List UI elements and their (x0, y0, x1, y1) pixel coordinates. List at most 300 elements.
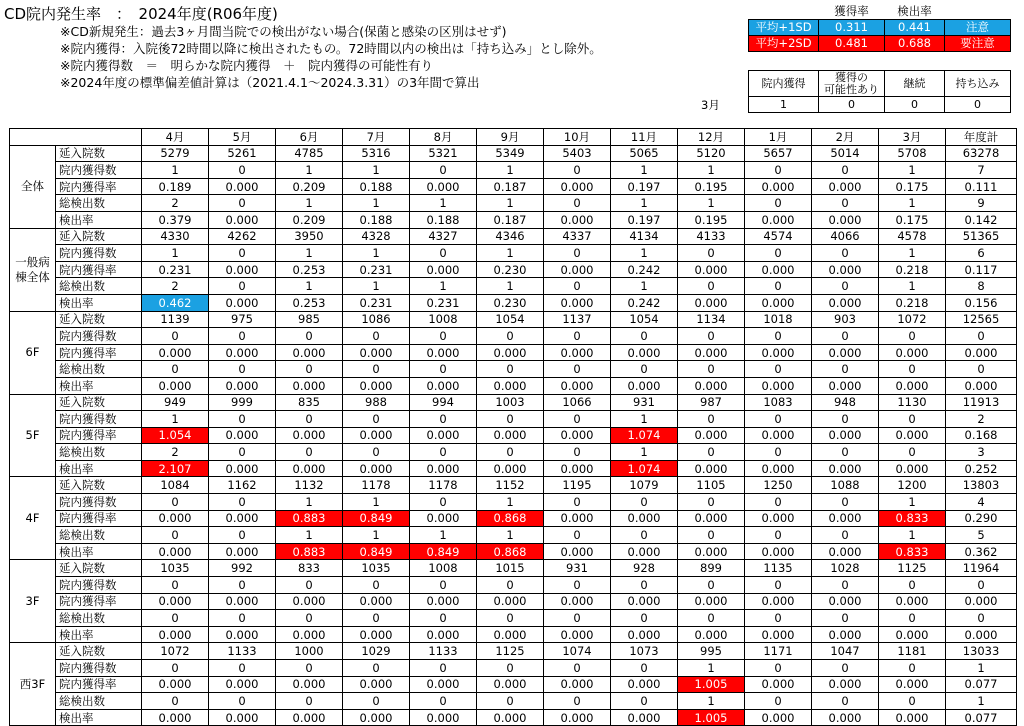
ward-group-name: 5F (25, 427, 40, 442)
data-cell: 1.005 (678, 709, 745, 726)
data-cell: 0.000 (544, 593, 611, 610)
data-cell: 0.000 (812, 427, 879, 444)
data-cell: 0.000 (209, 593, 276, 610)
data-cell: 1178 (343, 477, 410, 494)
summary-value: 0 (819, 97, 885, 113)
data-cell: 0.000 (678, 261, 745, 278)
data-cell: 0.000 (209, 543, 276, 560)
data-cell: 0.000 (812, 510, 879, 527)
data-cell: 1134 (678, 311, 745, 328)
metric-label: 院内獲得率 (56, 427, 142, 444)
data-cell: 0.253 (276, 294, 343, 311)
data-cell: 0 (812, 245, 879, 262)
data-cell: 0 (611, 527, 678, 544)
data-cell: 1133 (209, 643, 276, 660)
data-cell: 1152 (477, 477, 544, 494)
legend-status: 注意 (945, 20, 1011, 36)
header-corner (10, 129, 142, 146)
metric-label: 延入院数 (56, 145, 142, 162)
metric-label: 院内獲得数 (56, 494, 142, 511)
data-cell: 1139 (142, 311, 209, 328)
note-line: ※CD新規発生：過去3ヶ月間当院での検出がない場合(保菌と感染の区別はせず) (60, 24, 507, 39)
data-cell: 0.000 (209, 178, 276, 195)
table-row (10, 444, 1017, 461)
data-cell: 0 (812, 444, 879, 461)
data-cell: 0.000 (745, 676, 812, 693)
data-cell: 0.000 (812, 709, 879, 726)
ward-group-name: 3F (25, 593, 40, 608)
data-cell: 0.000 (812, 377, 879, 394)
data-cell: 0 (812, 411, 879, 428)
data-cell: 0 (544, 411, 611, 428)
data-cell: 999 (209, 394, 276, 411)
data-cell: 0.000 (879, 676, 946, 693)
summary-header: 院内獲得 (749, 71, 819, 97)
data-cell: 4785 (276, 145, 343, 162)
legend-row-2sd (749, 36, 1011, 52)
data-cell: 0.868 (477, 543, 544, 560)
data-cell: 1083 (745, 394, 812, 411)
table-row (10, 676, 1017, 693)
data-cell: 1 (410, 195, 477, 212)
data-cell: 0.000 (410, 427, 477, 444)
data-cell: 1200 (879, 477, 946, 494)
note-line: ※2024年度の標準偏差値計算は（2021.4.1～2024.3.31）の3年間で算出 (60, 75, 480, 90)
data-cell: 1 (879, 278, 946, 295)
data-cell: 0 (477, 610, 544, 627)
data-cell: 5316 (343, 145, 410, 162)
data-cell: 0 (276, 660, 343, 677)
data-cell: 1137 (544, 311, 611, 328)
data-cell: 0 (611, 328, 678, 345)
data-cell: 0.000 (410, 460, 477, 477)
data-cell: 0 (745, 494, 812, 511)
data-cell: 0 (611, 610, 678, 627)
legend-det-value: 0.441 (885, 20, 945, 36)
metric-label: 検出率 (56, 211, 142, 228)
data-cell: 0 (812, 494, 879, 511)
metric-label: 総検出数 (56, 610, 142, 627)
month-header: 1月 (745, 129, 812, 146)
data-cell: 899 (678, 560, 745, 577)
table-row (10, 494, 1017, 511)
data-cell: 1105 (678, 477, 745, 494)
data-cell: 0.833 (879, 510, 946, 527)
data-cell: 0.000 (879, 460, 946, 477)
data-cell: 0.000 (477, 460, 544, 477)
data-cell: 0.000 (343, 377, 410, 394)
metric-label: 検出率 (56, 377, 142, 394)
summary-value: 0 (885, 97, 945, 113)
data-cell: 0.000 (745, 178, 812, 195)
data-cell: 0 (209, 693, 276, 710)
data-cell: 0 (745, 245, 812, 262)
data-cell: 0.000 (879, 709, 946, 726)
data-cell: 13033 (946, 643, 1017, 660)
data-cell: 1 (611, 195, 678, 212)
data-cell: 0 (343, 361, 410, 378)
data-cell: 0 (410, 577, 477, 594)
metric-label: 検出率 (56, 460, 142, 477)
data-cell: 0 (946, 361, 1017, 378)
data-cell: 5 (946, 527, 1017, 544)
data-cell: 1181 (879, 643, 946, 660)
metric-label: 院内獲得数 (56, 660, 142, 677)
data-cell: 4066 (812, 228, 879, 245)
data-cell: 7 (946, 162, 1017, 179)
data-cell: 0.197 (611, 178, 678, 195)
data-cell: 0.000 (343, 593, 410, 610)
data-cell: 0 (276, 577, 343, 594)
metric-label: 総検出数 (56, 195, 142, 212)
data-cell: 0.000 (343, 460, 410, 477)
legend-det-value: 0.688 (885, 36, 945, 52)
data-cell: 1074 (544, 643, 611, 660)
data-cell: 0 (276, 444, 343, 461)
data-cell: 11964 (946, 560, 1017, 577)
data-cell: 0.117 (946, 261, 1017, 278)
data-cell: 1072 (142, 643, 209, 660)
data-cell: 0.000 (142, 709, 209, 726)
data-cell: 1130 (879, 394, 946, 411)
data-cell: 0 (343, 577, 410, 594)
data-cell: 4134 (611, 228, 678, 245)
data-cell: 5321 (410, 145, 477, 162)
data-cell: 0 (745, 411, 812, 428)
data-cell: 0 (209, 527, 276, 544)
data-cell: 0 (343, 693, 410, 710)
table-row (10, 377, 1017, 394)
data-cell: 0.000 (946, 344, 1017, 361)
data-cell: 0 (142, 577, 209, 594)
data-cell: 0 (209, 610, 276, 627)
data-cell: 0.000 (276, 460, 343, 477)
data-cell: 2 (946, 411, 1017, 428)
data-cell: 0 (343, 610, 410, 627)
data-cell: 1 (611, 245, 678, 262)
data-cell: 0.000 (142, 626, 209, 643)
data-cell: 0.000 (142, 377, 209, 394)
metric-label: 延入院数 (56, 311, 142, 328)
data-cell: 995 (678, 643, 745, 660)
data-cell: 0 (343, 411, 410, 428)
data-cell: 1003 (477, 394, 544, 411)
data-cell: 0 (544, 494, 611, 511)
data-cell: 0 (812, 361, 879, 378)
table-row (10, 261, 1017, 278)
data-cell: 4578 (879, 228, 946, 245)
data-cell: 1015 (477, 560, 544, 577)
data-cell: 1 (142, 411, 209, 428)
data-cell: 0 (745, 527, 812, 544)
data-cell: 0 (879, 693, 946, 710)
data-cell: 0.883 (276, 510, 343, 527)
data-cell: 0.000 (410, 593, 477, 610)
data-cell: 0 (879, 577, 946, 594)
month-header: 4月 (142, 129, 209, 146)
data-cell: 0 (544, 245, 611, 262)
data-cell: 0.000 (209, 377, 276, 394)
data-cell: 0.000 (544, 344, 611, 361)
month-header: 7月 (343, 129, 410, 146)
data-cell: 1 (611, 278, 678, 295)
data-cell: 4330 (142, 228, 209, 245)
table-row (10, 311, 1017, 328)
data-cell: 1178 (410, 477, 477, 494)
data-cell: 6 (946, 245, 1017, 262)
data-cell: 1072 (879, 311, 946, 328)
data-cell: 1008 (410, 311, 477, 328)
legend-acq-value: 0.481 (819, 36, 885, 52)
data-cell: 0 (209, 162, 276, 179)
data-cell: 2 (142, 195, 209, 212)
data-cell: 0.000 (745, 261, 812, 278)
data-cell: 1250 (745, 477, 812, 494)
data-cell: 0 (410, 411, 477, 428)
data-cell: 0.209 (276, 178, 343, 195)
data-cell: 0 (812, 278, 879, 295)
data-cell: 0.868 (477, 510, 544, 527)
note-line: ※院内獲得数 ＝ 明らかな院内獲得 ＋ 院内獲得の可能性有り (60, 58, 433, 73)
data-cell: 987 (678, 394, 745, 411)
data-cell: 0.242 (611, 294, 678, 311)
data-cell: 5279 (142, 145, 209, 162)
data-cell: 0 (611, 693, 678, 710)
data-cell: 2 (142, 444, 209, 461)
data-cell: 0 (477, 693, 544, 710)
data-cell: 1 (946, 693, 1017, 710)
data-cell: 0.000 (812, 294, 879, 311)
data-cell: 0.000 (812, 460, 879, 477)
data-cell: 0 (410, 328, 477, 345)
data-cell: 0.000 (879, 593, 946, 610)
ward-group-label (10, 145, 56, 228)
data-cell: 949 (142, 394, 209, 411)
data-cell: 0.168 (946, 427, 1017, 444)
data-cell: 1 (142, 162, 209, 179)
data-cell: 0 (879, 328, 946, 345)
data-cell: 1 (343, 494, 410, 511)
data-cell: 0.000 (745, 377, 812, 394)
metric-label: 院内獲得数 (56, 245, 142, 262)
data-cell: 2 (142, 278, 209, 295)
data-cell: 0 (209, 328, 276, 345)
data-cell: 0.000 (276, 593, 343, 610)
threshold-legend (748, 4, 1011, 52)
data-cell: 1 (678, 693, 745, 710)
month-header: 9月 (477, 129, 544, 146)
data-cell: 0 (142, 693, 209, 710)
data-cell: 0 (812, 693, 879, 710)
data-cell: 1008 (410, 560, 477, 577)
data-cell: 0 (745, 278, 812, 295)
data-cell: 0 (678, 527, 745, 544)
table-row (10, 693, 1017, 710)
data-cell: 0 (410, 162, 477, 179)
data-cell: 0 (879, 660, 946, 677)
data-cell: 0.000 (678, 510, 745, 527)
legend-header-acq: 獲得率 (834, 4, 869, 18)
data-cell: 0.883 (276, 543, 343, 560)
data-cell: 0.000 (812, 178, 879, 195)
data-cell: 1 (477, 162, 544, 179)
ward-group-name: 4F (25, 510, 40, 525)
data-cell: 0.000 (879, 427, 946, 444)
data-cell: 0.000 (544, 709, 611, 726)
ward-group-name: 6F (25, 345, 40, 360)
data-cell: 0.187 (477, 178, 544, 195)
legend-label: 平均+1SD (749, 20, 819, 36)
data-cell: 0 (812, 610, 879, 627)
metric-label: 院内獲得率 (56, 676, 142, 693)
data-cell: 0 (745, 577, 812, 594)
data-cell: 0 (209, 660, 276, 677)
data-cell: 0 (745, 610, 812, 627)
data-cell: 833 (276, 560, 343, 577)
data-cell: 0.111 (946, 178, 1017, 195)
data-cell: 0.000 (142, 510, 209, 527)
data-cell: 0 (343, 660, 410, 677)
data-cell: 5403 (544, 145, 611, 162)
data-cell: 0 (276, 693, 343, 710)
data-cell: 1073 (611, 643, 678, 660)
data-cell: 0.000 (544, 460, 611, 477)
table-row (10, 195, 1017, 212)
data-cell: 1 (879, 162, 946, 179)
data-cell: 1.074 (611, 460, 678, 477)
data-cell: 0 (410, 494, 477, 511)
summary-value: 0 (945, 97, 1011, 113)
data-cell: 0.000 (544, 178, 611, 195)
data-cell: 1132 (276, 477, 343, 494)
table-row (10, 178, 1017, 195)
data-cell: 0 (142, 494, 209, 511)
data-cell: 1 (343, 195, 410, 212)
data-cell: 0.000 (343, 427, 410, 444)
data-cell: 13803 (946, 477, 1017, 494)
data-cell: 1 (410, 278, 477, 295)
data-cell: 0.000 (477, 377, 544, 394)
data-cell: 0.000 (611, 344, 678, 361)
data-cell: 0 (812, 577, 879, 594)
data-cell: 0 (745, 361, 812, 378)
data-cell: 0 (611, 494, 678, 511)
data-cell: 0.000 (209, 294, 276, 311)
table-row (10, 228, 1017, 245)
data-cell: 0.142 (946, 211, 1017, 228)
data-cell: 835 (276, 394, 343, 411)
legend-label: 平均+2SD (749, 36, 819, 52)
data-cell: 5120 (678, 145, 745, 162)
data-cell: 1 (142, 245, 209, 262)
month-header: 3月 (879, 129, 946, 146)
data-cell: 0.189 (142, 178, 209, 195)
data-cell: 0 (477, 328, 544, 345)
data-cell: 1133 (410, 643, 477, 660)
metric-label: 院内獲得数 (56, 411, 142, 428)
data-cell: 0.000 (410, 261, 477, 278)
data-cell: 0 (343, 328, 410, 345)
data-cell: 0 (477, 411, 544, 428)
data-cell: 1 (477, 245, 544, 262)
data-cell: 0.000 (879, 344, 946, 361)
data-cell: 0 (946, 328, 1017, 345)
data-cell: 0 (142, 328, 209, 345)
data-cell: 0 (812, 328, 879, 345)
data-cell: 1 (879, 494, 946, 511)
table-row (10, 460, 1017, 477)
data-cell: 1162 (209, 477, 276, 494)
data-cell: 0 (410, 610, 477, 627)
data-cell: 0.000 (477, 709, 544, 726)
data-cell: 903 (812, 311, 879, 328)
data-cell: 0.000 (745, 709, 812, 726)
data-cell: 0.000 (477, 427, 544, 444)
data-cell: 0.000 (879, 626, 946, 643)
data-cell: 0.000 (745, 427, 812, 444)
data-cell: 0.000 (276, 377, 343, 394)
data-cell: 0 (276, 610, 343, 627)
data-cell: 0 (812, 162, 879, 179)
data-cell: 1 (611, 162, 678, 179)
data-cell: 1 (946, 660, 1017, 677)
data-cell: 4133 (678, 228, 745, 245)
data-cell: 0.000 (209, 460, 276, 477)
data-cell: 0.000 (544, 510, 611, 527)
data-cell: 0.000 (209, 344, 276, 361)
data-cell: 0 (410, 245, 477, 262)
table-row (10, 643, 1017, 660)
data-cell: 4262 (209, 228, 276, 245)
data-cell: 0.849 (343, 510, 410, 527)
data-cell: 0.000 (812, 211, 879, 228)
data-cell: 0 (343, 444, 410, 461)
data-cell: 0 (142, 361, 209, 378)
data-cell: 0.000 (209, 626, 276, 643)
data-cell: 0 (410, 444, 477, 461)
data-cell: 0.231 (343, 294, 410, 311)
data-cell: 0.000 (276, 709, 343, 726)
data-cell: 0.000 (544, 626, 611, 643)
table-row (10, 527, 1017, 544)
data-cell: 0 (544, 577, 611, 594)
data-cell: 0 (611, 577, 678, 594)
ward-group-label (10, 643, 56, 726)
data-cell: 0 (544, 328, 611, 345)
data-cell: 0.000 (477, 344, 544, 361)
table-row (10, 211, 1017, 228)
month-header: 2月 (812, 129, 879, 146)
data-cell: 0.000 (745, 543, 812, 560)
data-cell: 985 (276, 311, 343, 328)
month-header: 年度計 (946, 129, 1017, 146)
data-cell: 0.000 (209, 427, 276, 444)
data-cell: 0.000 (142, 593, 209, 610)
data-cell: 5014 (812, 145, 879, 162)
data-cell: 0.000 (745, 211, 812, 228)
data-cell: 0 (678, 610, 745, 627)
data-cell: 1.074 (611, 427, 678, 444)
data-cell: 0.000 (611, 626, 678, 643)
data-cell: 1084 (142, 477, 209, 494)
data-cell: 0 (678, 278, 745, 295)
data-cell: 0 (477, 361, 544, 378)
metric-label: 院内獲得率 (56, 593, 142, 610)
data-cell: 0.175 (879, 178, 946, 195)
metric-label: 院内獲得率 (56, 178, 142, 195)
data-cell: 0 (678, 444, 745, 461)
data-cell: 1 (276, 527, 343, 544)
